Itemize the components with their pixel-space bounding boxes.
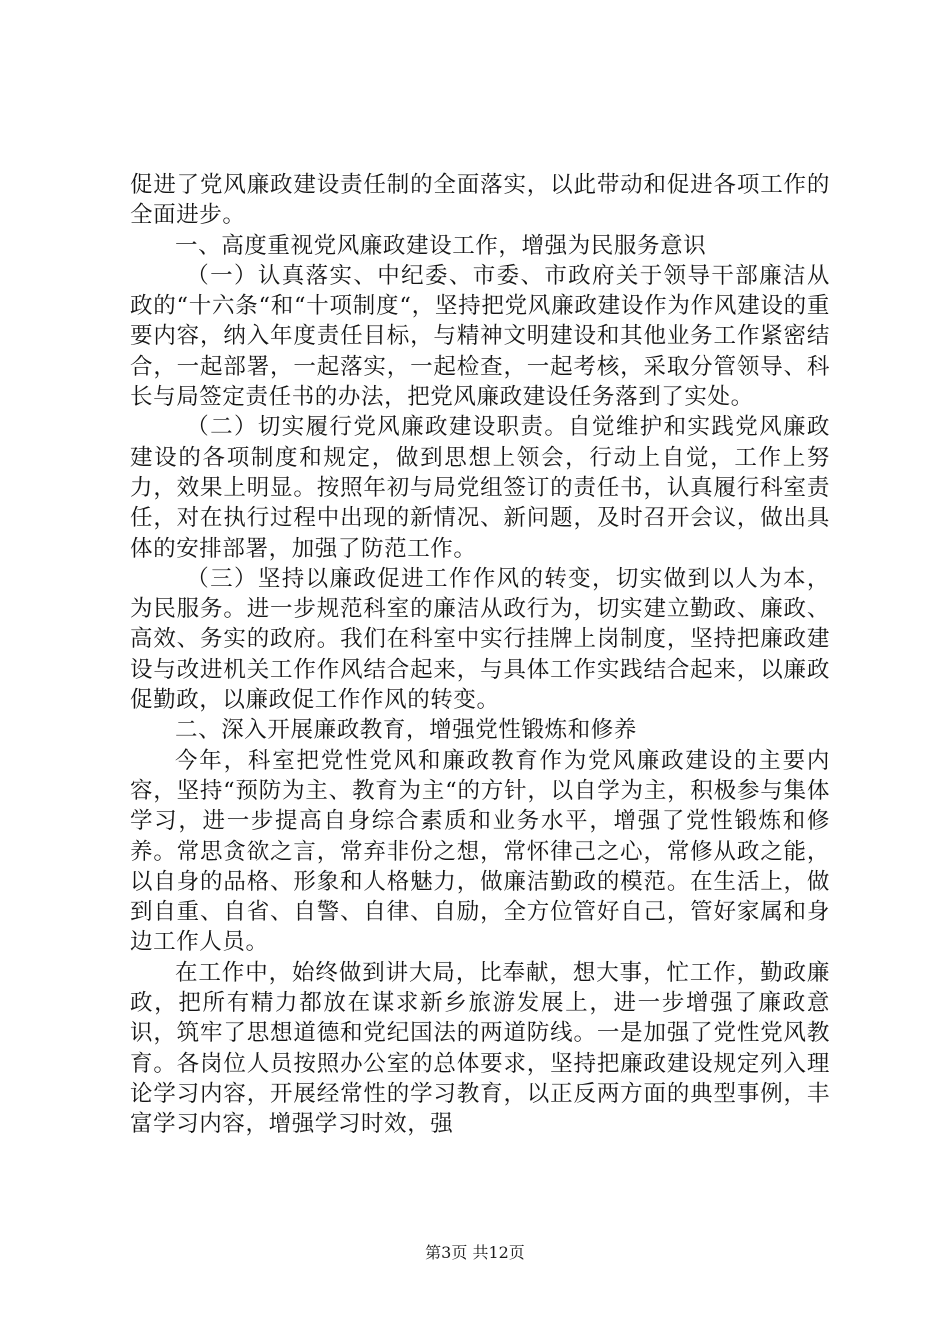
paragraph-continuation: 促进了党风廉政建设责任制的全面落实，以此带动和促进各项工作的全面进步。 [130,172,830,229]
paragraph-item-2: （二）切实履行党风廉政建设职责。自觉维护和实践党风廉政建设的各项制度和规定，做到思想上领会，行动上自觉，工作上努力，效果上明显。按照年初与局党组签订的责任书，认真履行科室责任，对在执行过程中出现的新情况、新问题，及时召开会议，做出具体的安排部署，加强了防范工作。 [130,414,830,562]
paragraph-item-3: （三）坚持以廉政促进工作作风的转变，切实做到以人为本，为民服务。进一步规范科室的廉洁从政行为，切实建立勤政、廉政、高效、务实的政府。我们在科室中实行挂牌上岗制度，坚持把廉政建设与改进机关工作作风结合起来，与具体工作实践结合起来，以廉政促勤政，以廉政促工作作风的转变。 [130,565,830,714]
paragraph-item-1: （一）认真落实、中纪委、市委、市政府关于领导干部廉洁从政的“十六条“和“十项制度“，坚持把党风廉政建设作为作风建设的重要内容，纳入年度责任目标，与精神文明建设和其他业务工作紧密结合，一起部署，一起落实，一起检查，一起考核，采取分管领导、科长与局签定责任书的办法，把党风廉政建设任务落到了实处。 [130,262,830,411]
section-heading-2: 二、深入开展廉政教育，增强党性锻炼和修养 [175,717,638,744]
document-body [130,170,830,1140]
paragraph-body-2: 在工作中，始终做到讲大局，比奉献，想大事，忙工作，勤政廉政，把所有精力都放在谋求新乡旅游发展上，进一步增强了廉政意识，筑牢了思想道德和党纪国法的两道防线。一是加强了党性党风教育。各岗位人员按照办公室的总体要求，坚持把廉政建设规定列入理论学习内容，开展经常性的学习教育，以正反两方面的典型事例，丰富学习内容，增强学习时效，强 [130,959,830,1138]
section-heading-1: 一、高度重视党风廉政建设工作，增强为民服务意识 [175,232,707,259]
page-number-footer: 第3页 共12页 [425,1243,525,1262]
paragraph-body-1: 今年，科室把党性党风和廉政教育作为党风廉政建设的主要内容，坚持“预防为主、教育为主“的方针，以自学为主，积极参与集体学习，进一步提高自身综合素质和业务水平，增强了党性锻炼和修养。常思贪欲之言，常弃非份之想，常怀律己之心，常修从政之能，以自身的品格、形象和人格魅力，做廉洁勤政的模范。在生活上，做到自重、自省、自警、自律、自励，全方位管好自己，管好家属和身边工作人员。 [130,747,830,956]
